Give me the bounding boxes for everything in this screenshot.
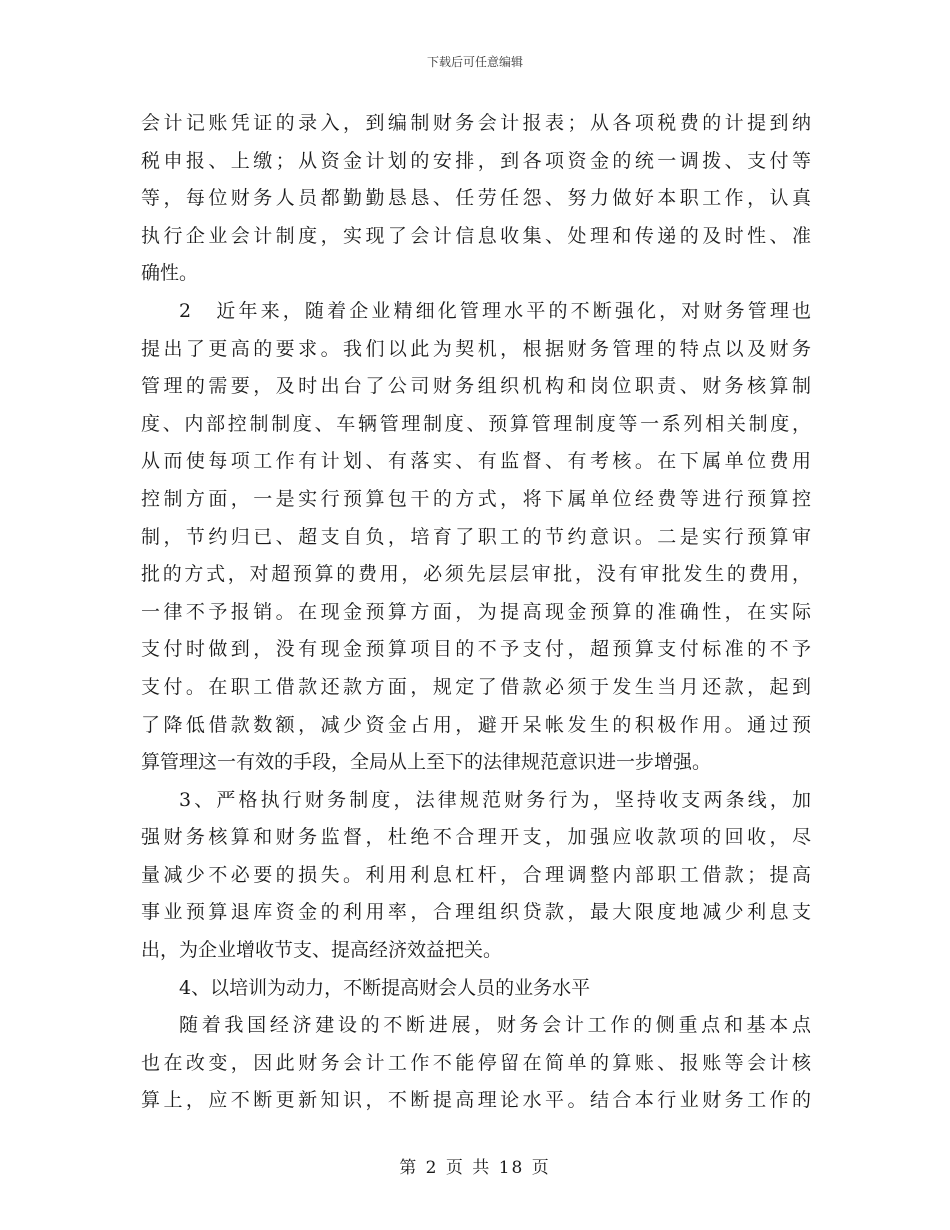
paragraph-4 <box>141 970 811 1008</box>
text-line: 量减少不必要的损失。利用利息杠杆，合理调整内部职工借款；提高 <box>141 863 811 886</box>
document-body <box>141 105 811 1120</box>
text-line: 执行企业会计制度，实现了会计信息收集、处理和传递的及时性、准 <box>141 224 811 247</box>
text-line: 了降低借款数额，减少资金占用，避开呆帐发生的积极作用。通过预 <box>141 713 811 736</box>
text-line: 等，每位财务人员都勤勤恳恳、任劳任怨、努力做好本职工作，认真 <box>141 187 811 210</box>
section-heading: 4、以培训为动力，不断提高财会人员的业务水平 <box>179 976 591 999</box>
paragraph-5 <box>141 1007 811 1120</box>
text-line: 算上，应不断更新知识，不断提高理论水平。结合本行业财务工作的 <box>141 1089 811 1112</box>
text-line: 提出了更高的要求。我们以此为契机，根据财务管理的特点以及财务 <box>141 337 811 360</box>
text-line: 管理的需要，及时出台了公司财务组织机构和岗位职责、财务核算制 <box>141 375 811 398</box>
paragraph-1 <box>141 105 811 293</box>
text-line: 从而使每项工作有计划、有落实、有监督、有考核。在下属单位费用 <box>141 450 811 473</box>
text-line: 税申报、上缴；从资金计划的安排，到各项资金的统一调拨、支付等 <box>141 149 811 172</box>
page-header: 下载后可任意编辑 <box>426 55 523 69</box>
text-line: 批的方式，对超预算的费用，必须先层层审批，没有审批发生的费用， <box>141 563 811 586</box>
text-line: 3、严格执行财务制度，法律规范财务行为，坚持收支两条线，加 <box>179 788 811 811</box>
text-line: 控制方面，一是实行预算包干的方式，将下属单位经费等进行预算控 <box>141 487 811 510</box>
text-line: 度、内部控制制度、车辆管理制度、预算管理制度等一系列相关制度， <box>141 412 811 435</box>
page-footer: 第 2 页 共 18 页 <box>399 1158 551 1178</box>
text-line: 支付时做到，没有现金预算项目的不予支付，超预算支付标准的不予 <box>141 638 811 661</box>
text-line: 一律不予报销。在现金预算方面，为提高现金预算的准确性，在实际 <box>141 600 811 623</box>
text-line: 也在改变，因此财务会计工作不能停留在简单的算账、报账等会计核 <box>141 1051 811 1074</box>
text-line: 出，为企业增收节支、提高经济效益把关。 <box>141 939 503 962</box>
text-line: 算管理这一有效的手段，全局从上至下的法律规范意识进一步增强。 <box>141 751 712 774</box>
text-line: 随着我国经济建设的不断进展，财务会计工作的侧重点和基本点 <box>179 1014 811 1037</box>
text-line: 确性。 <box>141 262 199 285</box>
text-line: 2 近年来，随着企业精细化管理水平的不断强化，对财务管理也 <box>179 299 811 322</box>
text-line: 事业预算退库资金的利用率，合理组织贷款，最大限度地减少利息支 <box>141 901 811 924</box>
paragraph-3 <box>141 782 811 970</box>
text-line: 支付。在职工借款还款方面，规定了借款必须于发生当月还款，起到 <box>141 675 811 698</box>
text-line: 制，节约归已、超支自负，培育了职工的节约意识。二是实行预算审 <box>141 525 811 548</box>
text-line: 强财务核算和财务监督，杜绝不合理开支，加强应收款项的回收，尽 <box>141 826 811 849</box>
text-line: 会计记账凭证的录入，到编制财务会计报表；从各项税费的计提到纳 <box>141 112 811 134</box>
paragraph-2 <box>141 293 811 782</box>
